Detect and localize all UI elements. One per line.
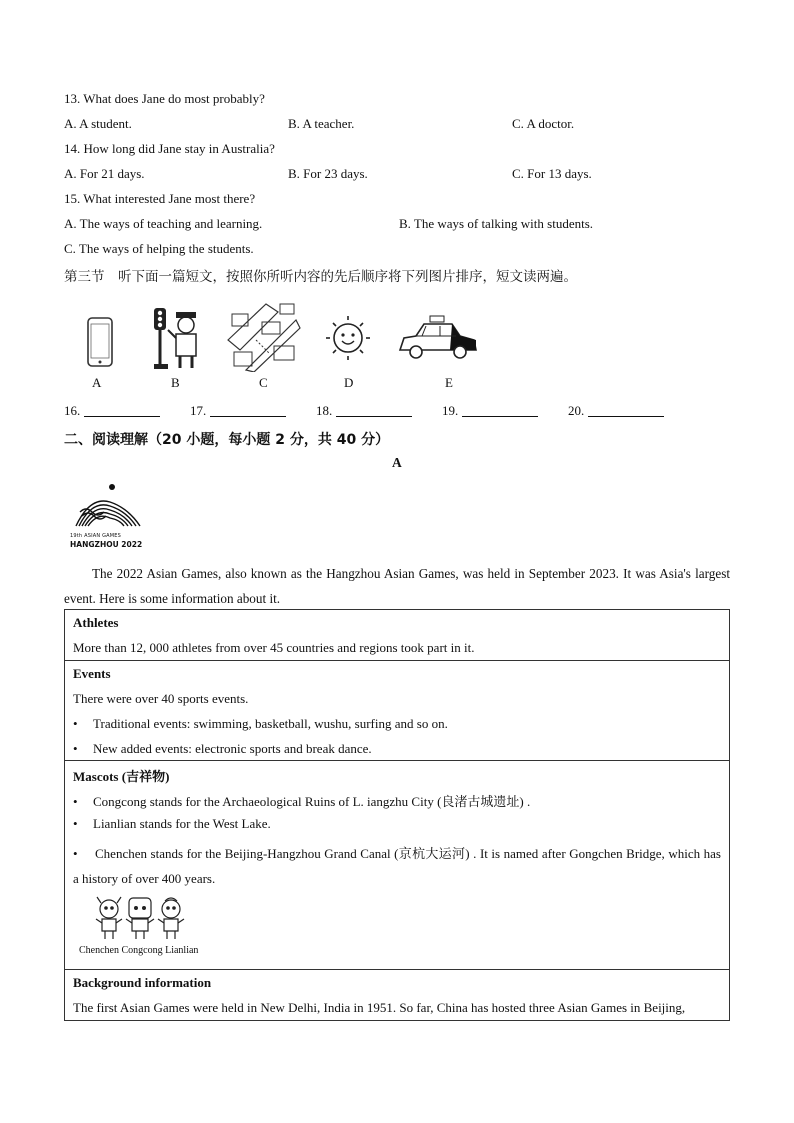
athletes-text: More than 12, 000 athletes from over 45 countries and regions took part in it. <box>73 640 475 655</box>
logo-line2: HANGZHOU 2022 <box>70 540 143 549</box>
sun-icon <box>320 300 376 372</box>
phone-icon <box>82 300 118 372</box>
section-3-instruction: 第三节 听下面一篇短文，按照你所听内容的先后顺序将下列图片排序，短文读两遍。 <box>64 269 577 285</box>
events-text: There were over 40 sports events. <box>73 691 249 706</box>
background-cell <box>65 970 729 1020</box>
option-13-c: C. A doctor. <box>512 116 575 131</box>
hangzhou-emblem-icon <box>70 482 146 532</box>
traffic-police-icon <box>148 300 202 372</box>
info-table <box>64 609 730 1021</box>
athletes-title: Athletes <box>73 615 119 630</box>
taxi-icon <box>396 300 480 372</box>
option-13-b: B. A teacher. <box>288 116 355 131</box>
question-13: 13. What does Jane do most probably? <box>64 91 265 106</box>
events-bullet-2: • New added events: electronic sports and break dance. <box>73 741 372 756</box>
question-15: 15. What interested Jane most there? <box>64 191 256 206</box>
mascots-bullet-3: • Chenchen stands for the Beijing-Hangzhou Grand Canal (京杭大运河) . It is named after Gongchen Bridge, which has a history of over 400 years. <box>73 846 721 886</box>
picture-label-e: E <box>445 375 453 390</box>
question-14: 14. How long did Jane stay in Australia? <box>64 141 275 156</box>
option-14-a: A. For 21 days. <box>64 166 145 181</box>
logo-line1: 19th ASIAN GAMES <box>70 533 122 539</box>
mascots-title: Mascots (吉祥物) <box>73 769 170 784</box>
reading-heading: 二、阅读理解（20 小题，每小题 2 分，共 40 分） <box>64 432 390 448</box>
answer-blank-19[interactable]: 19. <box>442 403 538 419</box>
mascots-bullet-2: • Lianlian stands for the West Lake. <box>73 816 271 831</box>
answer-blank-20[interactable]: 20. <box>568 403 664 419</box>
picture-label-d: D <box>344 375 354 390</box>
background-title: Background information <box>73 975 212 990</box>
mascots-picture-icon <box>91 895 191 943</box>
passage-label: A <box>392 455 402 470</box>
mascots-bullet-1: • Congcong stands for the Archaeological Ruins of L. iangzhu City (良渚古城遗址) . <box>73 794 531 809</box>
asian-games-logo <box>70 482 146 554</box>
answer-blank-18[interactable]: 18. <box>316 403 412 419</box>
picture-label-b: B <box>171 375 180 390</box>
option-14-c: C. For 13 days. <box>512 166 592 181</box>
option-15-b: B. The ways of talking with students. <box>399 216 594 231</box>
athletes-cell <box>65 610 729 661</box>
picture-label-a: A <box>92 375 102 390</box>
option-15-a: A. The ways of teaching and learning. <box>64 216 263 231</box>
events-cell <box>65 661 729 761</box>
option-13-a: A. A student. <box>64 116 132 131</box>
events-bullet-1: • Traditional events: swimming, basketball, wushu, surfing and so on. <box>73 716 448 731</box>
mascots-caption: Chenchen Congcong Lianlian <box>79 945 199 956</box>
background-text: The first Asian Games were held in New Delhi, India in 1951. So far, China has hosted three Asian Games in Beijing, <box>73 1000 686 1015</box>
map-icon <box>226 300 302 372</box>
mascots-cell <box>65 761 729 970</box>
option-14-b: B. For 23 days. <box>288 166 368 181</box>
picture-label-c: C <box>259 375 268 390</box>
answer-blank-17[interactable]: 17. <box>190 403 286 419</box>
option-15-c: C. The ways of helping the students. <box>64 241 254 256</box>
answer-blank-16[interactable]: 16. <box>64 403 160 419</box>
intro-paragraph: The 2022 Asian Games, also known as the Hangzhou Asian Games, was held in September 2023. It was Asia's largest event. Here is some information about it. <box>64 566 730 606</box>
events-title: Events <box>73 666 111 681</box>
